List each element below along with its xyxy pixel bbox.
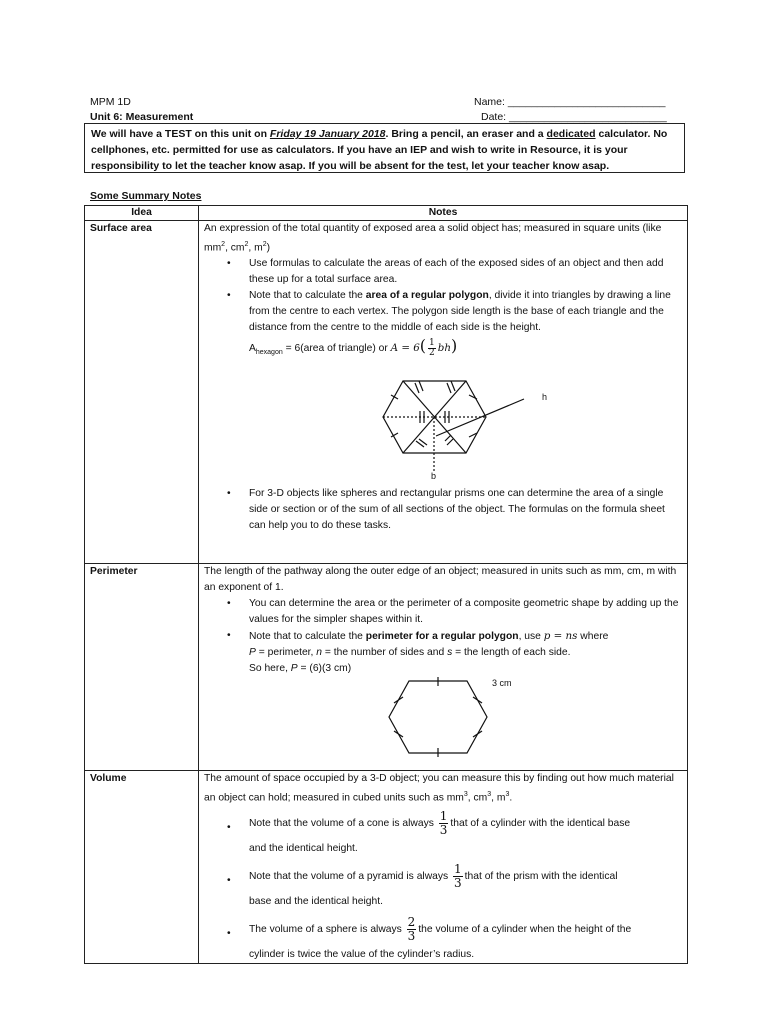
surface-intro-end: ) bbox=[266, 242, 271, 254]
volume-bullet-pyramid: • Note that the volume of a pyramid is always $\frac{1}{3}$ that of the prism with the identical bbox=[204, 863, 682, 890]
formula-math: A = 6 bbox=[390, 342, 420, 355]
perimeter-example: So here, P = (6)(3 cm) bbox=[249, 663, 352, 674]
volume-intro: The amount of space occupied by a 3-D object; you can measure this by finding out how much material an object can hold; measured in cubed units such as $mm^3$, $cm^3$, $m^3$. bbox=[204, 773, 674, 804]
perimeter-diagram bbox=[204, 677, 682, 757]
sup-cm: 2 bbox=[244, 241, 249, 248]
idea-surface-area: Surface area bbox=[85, 221, 199, 564]
label-h: h bbox=[542, 392, 548, 403]
formula-half: $\frac{1}{2}$ bbox=[429, 338, 435, 359]
formula-sub: hexagon bbox=[255, 349, 283, 357]
fraction-two-thirds-sphere: $\frac{2}{3}$ bbox=[407, 915, 416, 944]
perimeter-b2-bold: perimeter for a regular polygon bbox=[365, 631, 519, 642]
perimeter-formula: p = ns bbox=[543, 630, 578, 642]
volume-pyramid-line2: base and the identical height. bbox=[249, 896, 383, 908]
test-notice-box bbox=[84, 123, 685, 173]
formula-bh: bh bbox=[437, 342, 452, 355]
perimeter-intro: The length of the pathway along the outer edge of an object; measured in units such as mm, cm, m with an exponent of 1. bbox=[204, 566, 677, 593]
hexagon-perimeter-diagram bbox=[199, 677, 688, 757]
col-idea: Idea bbox=[85, 206, 199, 221]
surface-unit-cm: , cm bbox=[225, 242, 245, 254]
notice-mid: . Bring a pencil, an eraser and a bbox=[385, 128, 547, 140]
formula-a: A bbox=[249, 343, 256, 355]
perimeter-b2-post: where bbox=[577, 631, 609, 642]
name-field-label: Name: ___________________________ bbox=[474, 96, 666, 108]
notes-volume bbox=[199, 771, 688, 964]
notice-dedicated: dedicated bbox=[546, 128, 596, 140]
surface-bullet-3: • For 3-D objects like spheres and rectangular prisms one can determine the area of a single side or section or of the sum of all sections of the object. The formulas on the formula sheet can help you to do these tasks. bbox=[204, 486, 682, 534]
col-notes: Notes bbox=[199, 206, 688, 221]
volume-cone-line2: and the identical height. bbox=[249, 843, 358, 855]
table-header-row bbox=[85, 206, 688, 221]
surface-bullet-2 bbox=[204, 288, 682, 336]
perimeter-bullet-1: • You can determine the area or the perimeter of a composite geometric shape by adding up the values for the simpler shapes within it. bbox=[204, 596, 682, 628]
idea-perimeter: Perimeter bbox=[85, 564, 199, 771]
perimeter-definitions: P = perimeter, n = the number of sides and s = the length of each side. bbox=[249, 647, 571, 658]
fraction-one-third-cone: $\frac{1}{3}$ bbox=[439, 809, 448, 838]
notes-perimeter bbox=[199, 564, 688, 771]
notes-surface-area bbox=[199, 221, 688, 564]
hexagon-area-diagram bbox=[204, 361, 682, 486]
surface-b2-post: , divide it into triangles by drawing a line from the centre to each vertex. The polygon side length is the base of each triangle and the distance from the centre to the middle of each side is the height. bbox=[249, 290, 671, 334]
table-row-surface-area bbox=[85, 221, 688, 564]
perimeter-b2-mid: , use bbox=[518, 631, 544, 642]
perimeter-b2-pre: Note that to calculate the bbox=[249, 631, 366, 642]
sup-mm: 2 bbox=[221, 241, 226, 248]
table-row-volume bbox=[85, 771, 688, 964]
sup-m: 2 bbox=[262, 241, 267, 248]
idea-volume: Volume bbox=[85, 771, 199, 964]
summary-title: Some Summary Notes bbox=[90, 190, 202, 202]
surface-bullet-1: • Use formulas to calculate the areas of each of the exposed sides of an object and then add these up for a total surface area. bbox=[204, 256, 682, 288]
table-row-perimeter bbox=[85, 564, 688, 771]
course-code: MPM 1D bbox=[90, 96, 131, 108]
surface-b2-bold: area of a regular polygon bbox=[365, 290, 489, 302]
label-3cm: 3 cm bbox=[492, 678, 512, 688]
perimeter-bullet-2 bbox=[204, 628, 682, 645]
summary-table bbox=[84, 205, 688, 964]
surface-unit-m: , m bbox=[248, 242, 263, 254]
surface-intro bbox=[204, 221, 682, 256]
unit-title: Unit 6: Measurement bbox=[90, 111, 194, 123]
label-b: b bbox=[431, 471, 437, 482]
hexagon-area-formula: $A_{hexagon}$ = 6(area of triangle) or A = 6( $\frac{1}{2}$ bh) bbox=[249, 336, 458, 359]
notice-pre: We will have a TEST on this unit on bbox=[91, 128, 270, 140]
volume-bullet-sphere: • The volume of a sphere is always $\frac{2}{3}$ the volume of a cylinder when the height of the bbox=[204, 916, 682, 943]
formula-text: = 6(area of triangle) or bbox=[282, 343, 391, 355]
surface-intro-text: An expression of the total quantity of exposed area a solid object has; measured in square units (like mm bbox=[204, 223, 662, 254]
volume-bullet-cone: • Note that the volume of a cone is always $\frac{1}{3}$ that of a cylinder with the identical base bbox=[204, 810, 682, 837]
surface-b2-pre: Note that to calculate the bbox=[249, 290, 366, 302]
volume-sphere-line2: cylinder is twice the value of the cylinder’s radius. bbox=[249, 949, 475, 961]
fraction-one-third-pyramid: $\frac{1}{3}$ bbox=[454, 862, 462, 891]
notice-post: calculator. No cellphones, etc. permitted for use as calculators. If you have an IEP and wish to write in Resource, it is your responsibility to let the teacher know asap. If you will be absent for the test, let your teacher know asap. bbox=[91, 128, 668, 172]
hexagon-triangles-diagram bbox=[199, 361, 688, 486]
date-field-label: Date: ___________________________ bbox=[481, 111, 667, 123]
test-date: Friday 19 January 2018 bbox=[269, 128, 386, 140]
